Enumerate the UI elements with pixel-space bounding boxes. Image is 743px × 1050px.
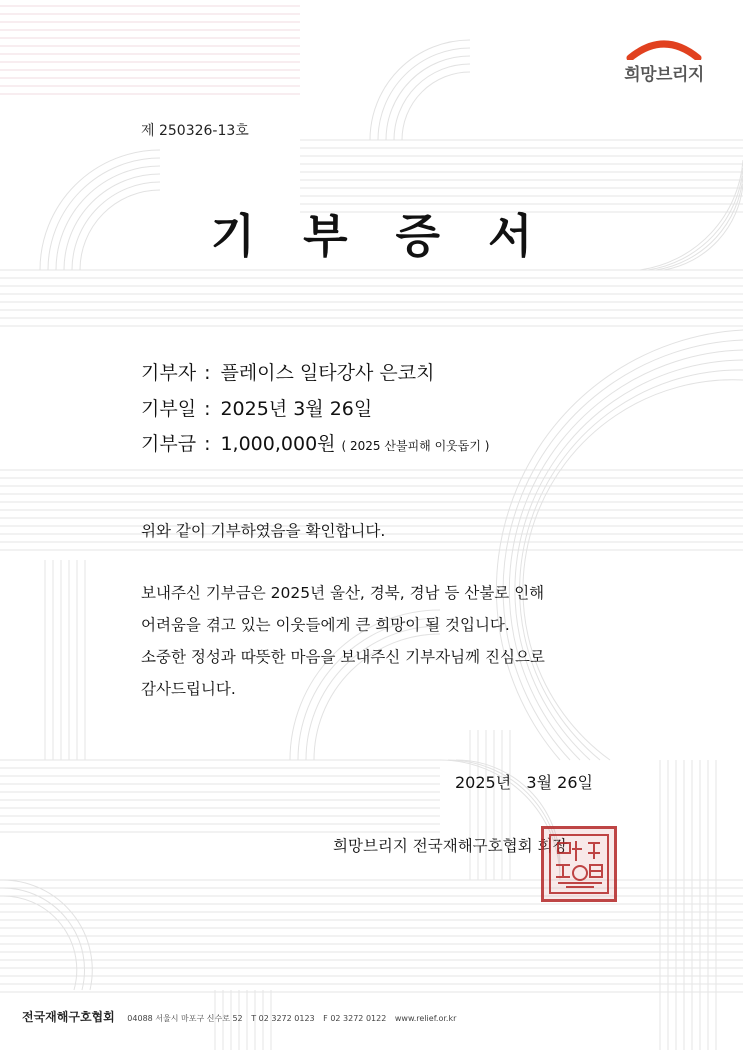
document-title <box>0 200 743 266</box>
donation-amount-row <box>141 429 489 456</box>
footer-org-name: 전국재해구호협회 <box>22 1010 115 1024</box>
message-line: 어려움을 겪고 있는 이웃들에게 큰 희망이 될 것입니다. <box>141 616 510 634</box>
donation-amount-value: 1,000,000원 <box>220 433 336 455</box>
official-seal-stamp <box>541 826 617 902</box>
donation-purpose-note: ( 2025 산불피해 이웃돕기 ) <box>341 439 490 453</box>
footer-website: www.relief.or.kr <box>394 1014 457 1023</box>
title-char: 서 <box>487 209 533 263</box>
message-line: 보내주신 기부금은 2025년 울산, 경북, 경남 등 산불로 인해 <box>141 584 545 602</box>
donation-date-label: 기부일 <box>141 398 197 420</box>
thank-you-message <box>141 577 545 705</box>
footer-address: 04088 서울시 마포구 신수로 52 <box>127 1014 243 1023</box>
donation-date-value: 2025년 3월 26일 <box>220 398 373 420</box>
signer: 희망브리지 전국재해구호협회 회장 <box>333 837 568 855</box>
logo <box>614 36 714 86</box>
title-char: 기 <box>210 209 256 263</box>
donation-date-row <box>141 394 372 421</box>
document-number: 제 250326-13호 <box>141 123 249 139</box>
colon: : <box>204 362 211 384</box>
donation-amount-label: 기부금 <box>141 433 197 455</box>
footer-fax: F 02 3272 0122 <box>323 1014 387 1023</box>
message-line: 감사드립니다. <box>141 680 236 698</box>
donor-value: 플레이스 일타강사 은코치 <box>220 362 435 384</box>
message-line: 소중한 정성과 따뜻한 마음을 보내주신 기부자님께 진심으로 <box>141 648 545 666</box>
colon: : <box>204 433 211 455</box>
title-char: 부 <box>303 209 348 263</box>
logo-arc-icon <box>626 36 702 60</box>
title-char: 증 <box>395 209 440 263</box>
footer-tel: T 02 3272 0123 <box>251 1014 315 1023</box>
donor-label: 기부자 <box>141 362 197 384</box>
issue-date: 2025년 3월 26일 <box>455 773 593 792</box>
footer <box>22 1008 462 1025</box>
colon: : <box>204 398 211 420</box>
donor-row <box>141 358 434 385</box>
seal-pattern <box>544 829 614 899</box>
confirmation-text: 위와 같이 기부하였음을 확인합니다. <box>141 522 386 540</box>
logo-text: 희망브리지 <box>624 65 704 85</box>
